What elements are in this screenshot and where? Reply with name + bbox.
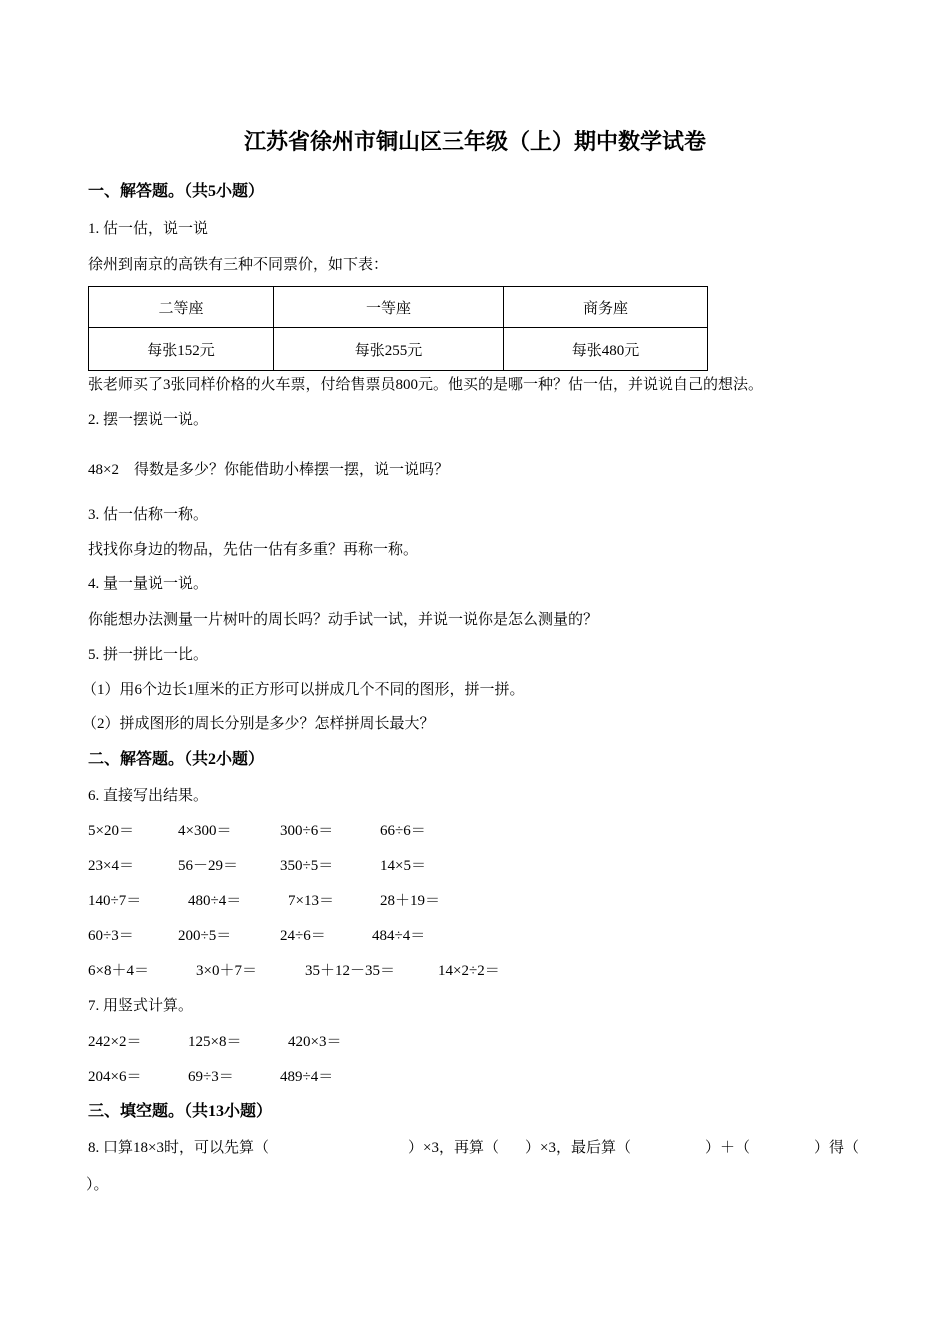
- q2-title: 2. 摆一摆说一说。: [88, 412, 209, 428]
- table-header: 一等座: [274, 287, 504, 328]
- equation: 3×0＋7＝: [196, 963, 257, 979]
- q8-text: ）得（: [814, 1140, 860, 1156]
- q6-row: [0, 821, 950, 841]
- q6-row: [0, 961, 950, 981]
- table-header: 商务座: [504, 287, 708, 328]
- equation: 14×5＝: [380, 858, 426, 874]
- equation: 480÷4＝: [188, 893, 242, 909]
- q2-body: 48×2 得数是多少？你能借助小棒摆一摆，说一说吗？: [88, 462, 449, 478]
- q8-text: ）×3，再算（: [408, 1140, 499, 1156]
- table-cell: 每张255元: [274, 328, 504, 371]
- q8-text: 8. 口算18×3时，可以先算（: [88, 1140, 269, 1156]
- equation: 23×4＝: [88, 858, 134, 874]
- table-cell: 每张480元: [504, 328, 708, 371]
- q6-title: 6. 直接写出结果。: [88, 788, 209, 804]
- q7-row: [0, 1032, 950, 1052]
- q8-end: ）。: [86, 1177, 109, 1193]
- ticket-price-table: [88, 286, 708, 371]
- table-cell: 每张152元: [89, 328, 274, 371]
- equation: 60÷3＝: [88, 928, 134, 944]
- equation: 6×8＋4＝: [88, 963, 149, 979]
- q4-body: 你能想办法测量一片树叶的周长吗？动手试一试，并说一说你是怎么测量的？: [88, 612, 599, 628]
- equation: 24÷6＝: [280, 928, 326, 944]
- q4-title: 4. 量一量说一说。: [88, 576, 209, 592]
- q5-part-1: （1）用6个边长1厘米的正方形可以拼成几个不同的图形，拼一拼。: [82, 682, 525, 698]
- q8-text: ）×3，最后算（: [525, 1140, 631, 1156]
- q5-title: 5. 拼一拼比一比。: [88, 647, 209, 663]
- q3-title: 3. 估一估称一称。: [88, 507, 209, 523]
- q3-body: 找找你身边的物品，先估一估有多重？再称一称。: [88, 542, 419, 558]
- equation: 125×8＝: [188, 1034, 242, 1050]
- equation: 300÷6＝: [280, 823, 334, 839]
- equation: 66÷6＝: [380, 823, 426, 839]
- q8-text: ）＋（: [705, 1140, 751, 1156]
- q1-body: 张老师买了3张同样价格的火车票，付给售票员800元。他买的是哪一种？估一估，并说说自己的想法。: [88, 377, 764, 393]
- equation: 484÷4＝: [372, 928, 426, 944]
- equation: 420×3＝: [288, 1034, 342, 1050]
- q6-row: [0, 856, 950, 876]
- q1-title: 1. 估一估，说一说: [88, 221, 209, 237]
- section-2-heading: 二、解答题。（共2小题）: [88, 751, 265, 768]
- equation: 14×2÷2＝: [438, 963, 500, 979]
- page-title: 江苏省徐州市铜山区三年级（上）期中数学试卷: [243, 129, 706, 154]
- equation: 4×300＝: [178, 823, 232, 839]
- equation: 28＋19＝: [380, 893, 441, 909]
- section-3-heading: 三、填空题。（共13小题）: [88, 1103, 273, 1120]
- q5-part-2: （2）拼成图形的周长分别是多少？怎样拼周长最大？: [82, 716, 435, 732]
- equation: 140÷7＝: [88, 893, 142, 909]
- equation: 489÷4＝: [280, 1069, 334, 1085]
- equation: 200÷5＝: [178, 928, 232, 944]
- q6-row: [0, 891, 950, 911]
- equation: 7×13＝: [288, 893, 334, 909]
- q7-row: [0, 1067, 950, 1087]
- q7-title: 7. 用竖式计算。: [88, 998, 194, 1014]
- q6-row: [0, 926, 950, 946]
- equation: 242×2＝: [88, 1034, 142, 1050]
- q8-line: [0, 1138, 950, 1158]
- table-header: 二等座: [89, 287, 274, 328]
- section-1-heading: 一、解答题。（共5小题）: [88, 183, 265, 200]
- equation: 69÷3＝: [188, 1069, 234, 1085]
- equation: 56－29＝: [178, 858, 239, 874]
- equation: 350÷5＝: [280, 858, 334, 874]
- equation: 35＋12－35＝: [305, 963, 396, 979]
- q1-intro: 徐州到南京的高铁有三种不同票价，如下表：: [88, 257, 389, 273]
- equation: 5×20＝: [88, 823, 134, 839]
- equation: 204×6＝: [88, 1069, 142, 1085]
